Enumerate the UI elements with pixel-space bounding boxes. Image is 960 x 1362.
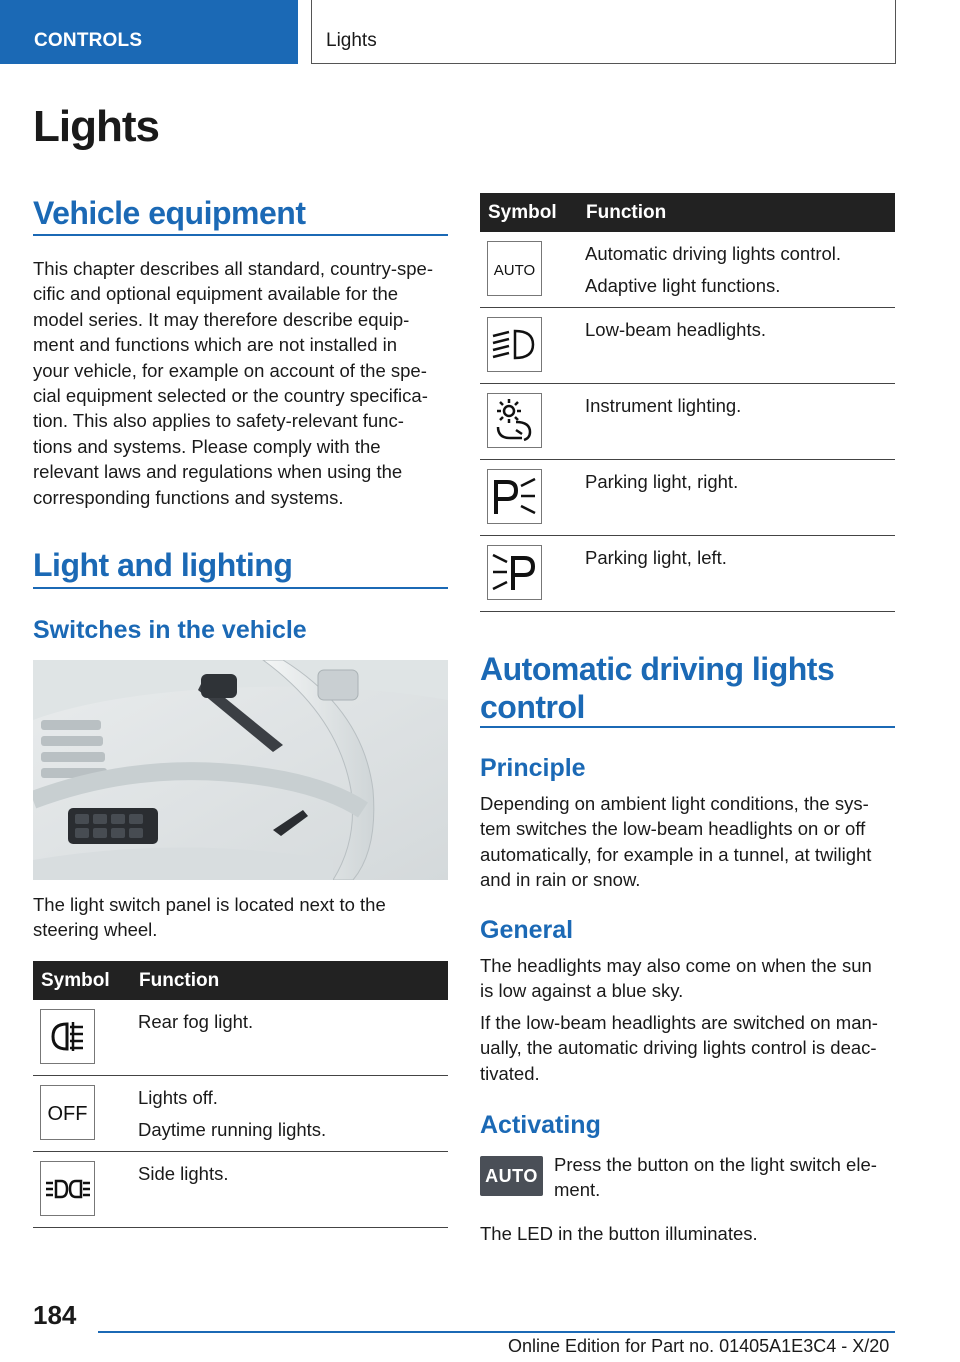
text-line: ment. [554,1179,601,1201]
text-line: Depending on ambient light conditions, the sys‐ [480,793,869,814]
heading-rule [33,234,448,236]
text-line: ually, the automatic driving lights control is deac‐ [480,1037,877,1059]
side-lights-icon [40,1161,95,1216]
function-line: Parking light, right. [585,471,739,492]
auto-button-label: AUTO [485,1166,538,1186]
off-icon-label: OFF [47,1103,88,1125]
vehicle-equipment-heading: Vehicle equipment [33,195,306,231]
auto-icon-label: AUTO [493,262,536,279]
heading-line: control [480,689,585,725]
table-row [480,536,895,612]
chapter-title: Lights [326,30,377,51]
text-line: and in rain or snow. [480,869,641,891]
table-row [33,1152,448,1228]
text-line: is low against a blue sky. [480,980,684,1002]
text-line: tem switches the low-beam headlights on or off [480,818,866,840]
symbol-table-right [480,193,895,612]
text-line: tion. This also applies to safety-relevant func‐ [33,410,404,432]
function-line: Low-beam headlights. [585,319,766,340]
text-line: tions and systems. Please comply with the [33,435,381,457]
heading-line: Automatic driving lights [480,651,835,687]
switches-heading: Switches in the vehicle [33,616,307,644]
table-row [480,308,895,384]
auto-button-icon [480,1156,543,1196]
activating-heading: Activating [480,1111,601,1139]
function-text [585,470,738,494]
page-title: Lights [33,102,159,151]
function-text [138,1010,253,1034]
text-line: cific and optional equipment available for the [33,283,399,305]
instrument-lighting-icon [487,393,542,448]
table-row [33,1000,448,1076]
col-function: Function [586,202,667,223]
light-switch-photo [33,660,448,880]
table-row [480,460,895,536]
text-line: corresponding functions and systems. [33,486,344,508]
off-icon [40,1085,95,1140]
page-number: 184 [33,1300,77,1330]
function-line: Daytime running lights. [138,1119,327,1140]
table-row [33,1076,448,1152]
text-line: cial equipment selected or the country specifica‐ [33,385,428,407]
col-symbol: Symbol [41,970,110,991]
text-line: This chapter describes all standard, country-spe‐ [33,258,433,279]
function-text [138,1162,229,1186]
light-and-lighting-heading: Light and lighting [33,547,293,583]
function-text [585,242,841,298]
function-line: Lights off. [138,1087,218,1108]
parking-light-left-icon [487,545,542,600]
heading-rule [33,587,448,589]
text-line: relevant laws and regulations when using the [33,461,403,483]
function-text [585,318,766,342]
text-line: tivated. [480,1062,540,1084]
rear-fog-light-icon [40,1009,95,1064]
col-symbol: Symbol [488,202,557,223]
table-row [480,232,895,308]
symbol-table-left [33,961,448,1228]
function-line: Rear fog light. [138,1011,254,1032]
function-line: Instrument lighting. [585,395,742,416]
footer-rule [98,1331,895,1333]
text-line: model series. It may therefore describe equip‐ [33,308,410,330]
general-heading: General [480,916,574,944]
text-line: ment and functions which are not installed in [33,334,398,356]
table-header [33,961,448,1000]
text-line: Press the button on the light switch ele‐ [554,1154,877,1175]
general-text-2 [480,1010,900,1086]
heading-rule [480,726,895,728]
text-line: The headlights may also come on when the sun [480,955,872,976]
col-function: Function [139,970,220,991]
table-header [480,193,895,232]
section-title: CONTROLS [34,30,143,51]
text-line: The light switch panel is located next to the [33,894,386,915]
function-text [138,1086,326,1142]
switch-location-caption [33,892,453,943]
principle-text [480,791,900,893]
function-line: Side lights. [138,1163,229,1184]
low-beam-icon [487,317,542,372]
general-text-1 [480,953,900,1004]
text-line: automatically, for example in a tunnel, at twilight [480,843,872,865]
function-line: Parking light, left. [585,547,727,568]
function-text [585,394,741,418]
table-row [480,384,895,460]
function-line: Adaptive light functions. [585,275,781,296]
auto-icon [487,241,542,296]
function-line: Automatic driving lights control. [585,243,842,264]
vehicle-equipment-text [33,256,453,510]
chapter-tab [311,0,896,64]
text-line: If the low-beam headlights are switched on man‐ [480,1012,878,1033]
edition-text: Online Edition for Part no. 01405A1E3C4 - X/20 [508,1336,890,1356]
led-text: The LED in the button illuminates. [480,1223,758,1244]
text-line: your vehicle, for example on account of the spe‐ [33,359,427,381]
activating-instruction [554,1152,899,1203]
parking-light-right-icon [487,469,542,524]
section-tab [0,0,298,64]
text-line: steering wheel. [33,919,158,941]
function-text [585,546,727,570]
principle-heading: Principle [480,754,586,782]
auto-lights-heading [480,650,900,726]
